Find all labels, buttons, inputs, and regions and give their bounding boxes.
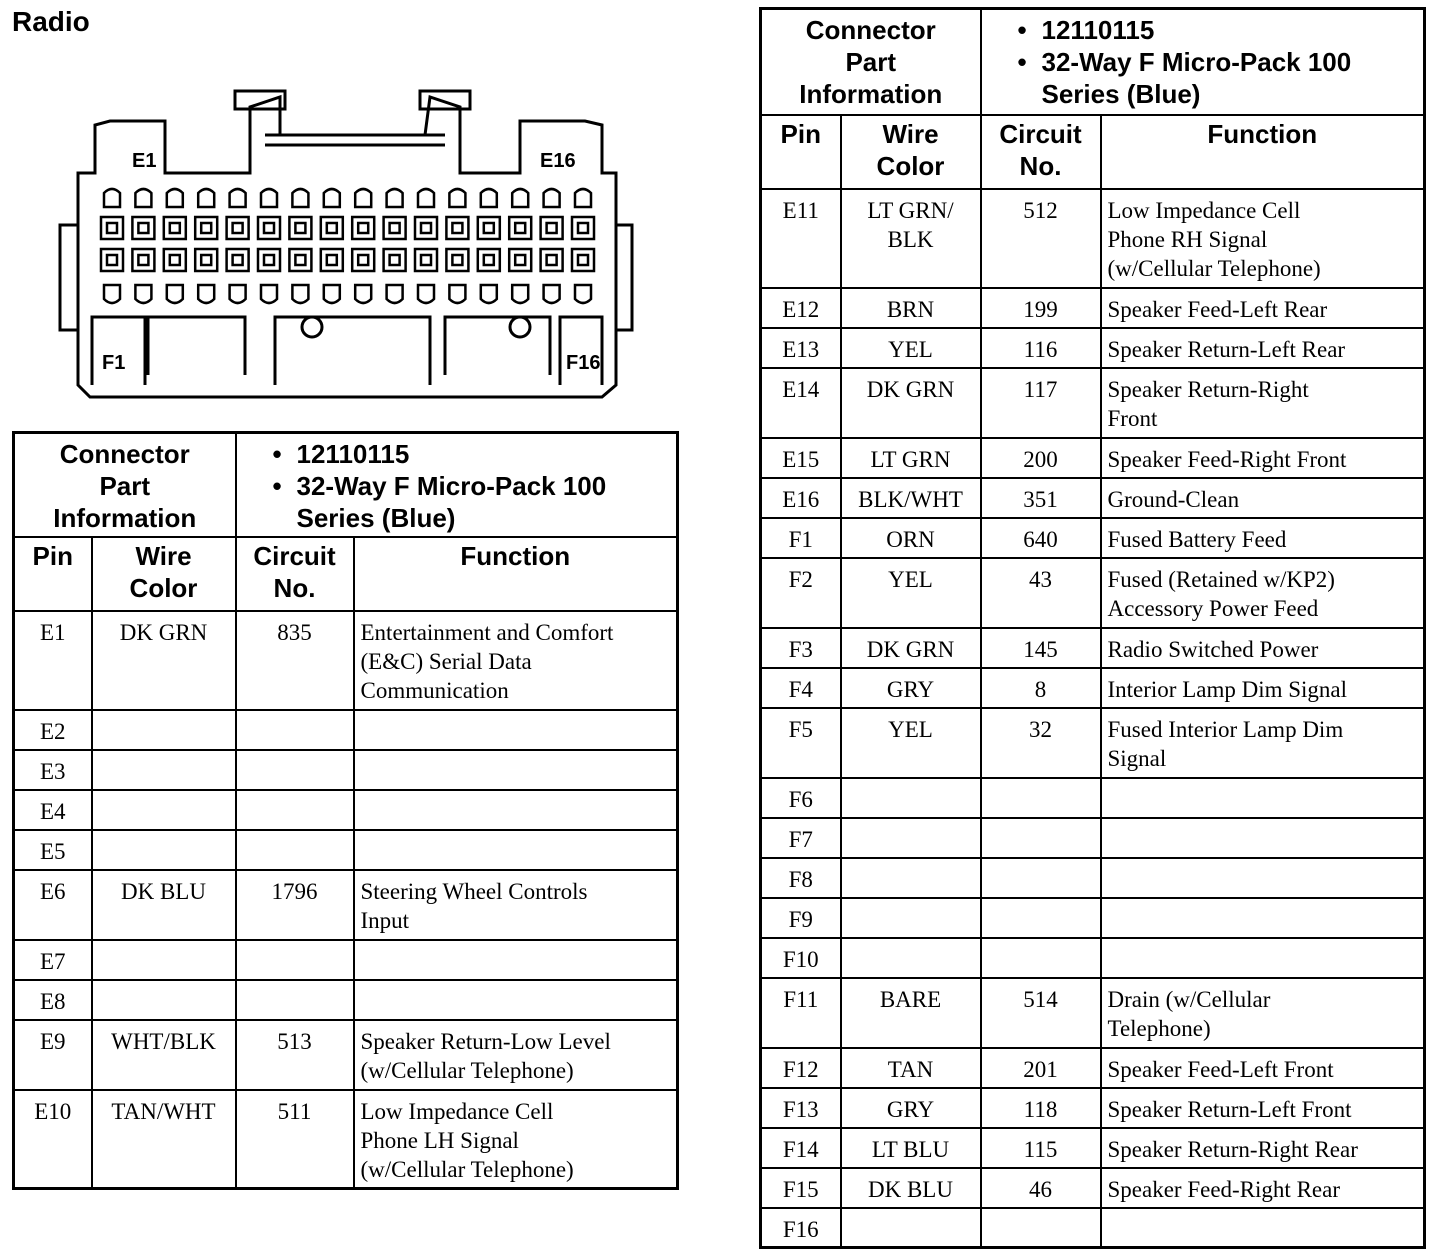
wire-color-cell — [841, 1128, 981, 1168]
circuit-no-cell: 513 — [236, 1020, 354, 1090]
function-cell — [1101, 898, 1425, 938]
function-line: Speaker Feed-Right Rear — [1107, 1176, 1340, 1202]
table-row — [761, 438, 1425, 478]
pin-cell: F9 — [761, 898, 841, 938]
table-row — [761, 1208, 1425, 1248]
circuit-no-cell: 200 — [981, 438, 1101, 478]
table-row — [761, 478, 1425, 518]
function-line: Front — [1107, 405, 1158, 431]
circuit-no-cell — [236, 710, 354, 750]
function-line: Accessory Power Feed — [1107, 595, 1319, 621]
connector-info-value — [236, 433, 678, 537]
pin-cell: E7 — [14, 940, 92, 980]
wire-color-line: TAN/WHT — [111, 1098, 216, 1124]
circuit-no-cell: 640 — [981, 518, 1101, 558]
col-header-circuit-no — [236, 537, 354, 611]
col-header-function: Function — [1101, 115, 1425, 189]
wire-color-cell — [841, 558, 981, 628]
pin-cell: E9 — [14, 1020, 92, 1090]
function-cell — [354, 790, 678, 830]
part-description — [1018, 46, 1424, 110]
wire-color-cell — [841, 368, 981, 438]
wire-color-cell — [841, 708, 981, 778]
function-line: Interior Lamp Dim Signal — [1107, 676, 1348, 702]
function-line: Speaker Return-Left Front — [1107, 1096, 1352, 1122]
column-header-row — [14, 537, 678, 611]
wire-color-cell — [841, 1088, 981, 1128]
table-row — [761, 628, 1425, 668]
pin-cell: E2 — [14, 710, 92, 750]
wire-color-line: DK GRN — [119, 619, 208, 645]
pin-cell: E3 — [14, 750, 92, 790]
circuit-no-cell — [236, 790, 354, 830]
function-cell — [354, 980, 678, 1020]
pinout-table-left-body — [14, 433, 678, 1189]
wire-color-cell — [841, 478, 981, 518]
wire-color-line: DK BLU — [868, 1176, 953, 1202]
connector-label-line: Connector — [59, 439, 190, 469]
function-line: Radio Switched Power — [1107, 636, 1319, 662]
pin-cell: F4 — [761, 668, 841, 708]
wire-color-line: TAN — [887, 1056, 934, 1082]
pin-cell: E13 — [761, 328, 841, 368]
wire-color-line: BLK/WHT — [858, 486, 963, 512]
wire-color-line: LT GRN — [870, 446, 951, 472]
function-line: Speaker Feed-Left Rear — [1107, 296, 1328, 322]
circuit-no-cell — [981, 1208, 1101, 1248]
wire-color-line: GRY — [886, 1096, 935, 1122]
wire-color-line: LT GRN/ — [867, 197, 954, 223]
wire-color-cell — [841, 938, 981, 978]
wire-color-line: BARE — [879, 986, 942, 1012]
table-row — [761, 1128, 1425, 1168]
table-row — [761, 978, 1425, 1048]
wire-color-cell — [92, 870, 236, 940]
pin-cell: F15 — [761, 1168, 841, 1208]
function-line: Phone LH Signal — [360, 1127, 519, 1153]
connector-label-line: Part — [845, 47, 897, 77]
table-row — [761, 1088, 1425, 1128]
col-header-line: Circuit — [999, 118, 1082, 149]
table-row — [761, 189, 1425, 288]
function-cell — [1101, 818, 1425, 858]
function-cell — [1101, 708, 1425, 778]
wire-color-line: YEL — [888, 716, 933, 742]
function-line: Speaker Return-Right Rear — [1107, 1136, 1358, 1162]
table-row — [761, 668, 1425, 708]
function-cell — [1101, 778, 1425, 818]
wire-color-cell — [841, 438, 981, 478]
function-cell — [1101, 668, 1425, 708]
function-line: Input — [360, 907, 410, 933]
part-number: • 12110115 — [273, 438, 677, 470]
part-description-line: Series (Blue) — [1041, 79, 1201, 109]
col-header-line: Circuit — [253, 540, 336, 571]
pin-cell: E6 — [14, 870, 92, 940]
function-line: Low Impedance Cell — [360, 1098, 554, 1124]
pin-cell: F10 — [761, 938, 841, 978]
pin-cell: F8 — [761, 858, 841, 898]
function-cell — [1101, 858, 1425, 898]
circuit-no-cell: 351 — [981, 478, 1101, 518]
circuit-no-cell: 117 — [981, 368, 1101, 438]
connector-info-row — [14, 433, 678, 537]
function-line: Fused Interior Lamp Dim — [1107, 716, 1344, 742]
circuit-no-cell — [981, 858, 1101, 898]
diagram-label-e1: E1 — [132, 150, 157, 172]
wire-color-cell — [841, 668, 981, 708]
circuit-no-cell — [236, 980, 354, 1020]
wire-color-cell — [841, 628, 981, 668]
function-cell — [1101, 1128, 1425, 1168]
pin-cell: E14 — [761, 368, 841, 438]
function-line: Ground-Clean — [1107, 486, 1240, 512]
circuit-no-cell: 835 — [236, 611, 354, 710]
pinout-table-left — [12, 431, 679, 1190]
function-cell — [354, 830, 678, 870]
function-cell — [1101, 1088, 1425, 1128]
diagram-label-e16: E16 — [540, 150, 576, 172]
function-cell — [354, 611, 678, 710]
page-title: Radio — [12, 6, 90, 37]
pin-cell: F12 — [761, 1048, 841, 1088]
function-cell — [354, 1020, 678, 1090]
wire-color-cell — [92, 940, 236, 980]
circuit-no-cell — [236, 830, 354, 870]
function-cell — [354, 870, 678, 940]
function-cell — [354, 750, 678, 790]
wire-color-cell — [92, 710, 236, 750]
function-line: (w/Cellular Telephone) — [360, 1057, 574, 1083]
function-cell — [1101, 628, 1425, 668]
col-header-line: Wire — [882, 118, 939, 149]
wire-color-line: DK GRN — [866, 636, 955, 662]
connector-info-value — [981, 9, 1425, 115]
function-line: Speaker Return-Right — [1107, 376, 1309, 402]
function-cell — [1101, 189, 1425, 288]
wire-color-line: BLK — [887, 226, 934, 252]
wire-color-cell — [92, 750, 236, 790]
pin-cell: F11 — [761, 978, 841, 1048]
function-line: Speaker Return-Left Rear — [1107, 336, 1346, 362]
function-line: Fused Battery Feed — [1107, 526, 1287, 552]
table-row — [761, 858, 1425, 898]
wire-color-cell — [841, 288, 981, 328]
function-cell — [1101, 518, 1425, 558]
wire-color-line: BRN — [886, 296, 935, 322]
function-cell — [1101, 1208, 1425, 1248]
function-cell — [1101, 1168, 1425, 1208]
function-cell — [1101, 368, 1425, 438]
wire-color-cell — [92, 790, 236, 830]
circuit-no-cell: 118 — [981, 1088, 1101, 1128]
wire-color-cell — [841, 978, 981, 1048]
col-header-pin: Pin — [14, 537, 92, 611]
function-line: Low Impedance Cell — [1107, 197, 1301, 223]
column-header-row — [761, 115, 1425, 189]
pin-cell: F2 — [761, 558, 841, 628]
circuit-no-cell: 8 — [981, 668, 1101, 708]
table-row — [14, 870, 678, 940]
table-row — [14, 830, 678, 870]
table-row — [14, 750, 678, 790]
wire-color-cell — [841, 1168, 981, 1208]
connector-label-line: Connector — [805, 15, 936, 45]
part-description-line: 32-Way F Micro-Pack 100 — [296, 471, 607, 501]
function-cell — [1101, 438, 1425, 478]
function-line: (E&C) Serial Data — [360, 648, 532, 674]
wire-color-cell — [92, 980, 236, 1020]
table-row — [14, 710, 678, 750]
connector-info-label — [14, 433, 236, 537]
wire-color-cell — [841, 778, 981, 818]
pin-cell: E11 — [761, 189, 841, 288]
function-cell — [354, 940, 678, 980]
connector-label-line: Part — [99, 471, 151, 501]
wire-color-cell — [841, 328, 981, 368]
pin-cell: F14 — [761, 1128, 841, 1168]
table-row — [14, 940, 678, 980]
part-description-line: 32-Way F Micro-Pack 100 — [1041, 47, 1352, 77]
circuit-no-cell: 43 — [981, 558, 1101, 628]
table-row — [761, 558, 1425, 628]
wire-color-cell — [92, 830, 236, 870]
function-cell — [1101, 558, 1425, 628]
diagram-label-f1: F1 — [102, 352, 126, 374]
table-row — [14, 1090, 678, 1189]
function-line: Phone RH Signal — [1107, 226, 1268, 252]
circuit-no-cell — [236, 940, 354, 980]
wire-color-line: DK GRN — [866, 376, 955, 402]
function-line: Communication — [360, 677, 509, 703]
circuit-no-cell: 115 — [981, 1128, 1101, 1168]
table-row — [761, 518, 1425, 558]
pin-cell: E5 — [14, 830, 92, 870]
circuit-no-cell — [981, 938, 1101, 978]
circuit-no-cell — [981, 898, 1101, 938]
function-cell — [1101, 288, 1425, 328]
table-row — [761, 288, 1425, 328]
connector-info-row — [761, 9, 1425, 115]
wire-color-cell — [841, 189, 981, 288]
circuit-no-cell: 199 — [981, 288, 1101, 328]
col-header-function: Function — [354, 537, 678, 611]
wire-color-line: DK BLU — [121, 878, 206, 904]
pin-cell: E1 — [14, 611, 92, 710]
table-row — [761, 708, 1425, 778]
circuit-no-cell — [236, 750, 354, 790]
col-header-line: Wire — [135, 540, 192, 571]
wire-color-cell — [92, 611, 236, 710]
pin-cell: F5 — [761, 708, 841, 778]
table-row — [761, 938, 1425, 978]
pin-cell: F7 — [761, 818, 841, 858]
pin-cell: F13 — [761, 1088, 841, 1128]
function-cell — [1101, 978, 1425, 1048]
col-header-line: Color — [876, 150, 945, 181]
col-header-wire-color — [92, 537, 236, 611]
circuit-no-cell: 514 — [981, 978, 1101, 1048]
circuit-no-cell — [981, 778, 1101, 818]
circuit-no-cell: 1796 — [236, 870, 354, 940]
wire-color-line: GRY — [886, 676, 935, 702]
pinout-table-right — [759, 7, 1426, 1249]
part-number: • 12110115 — [1018, 14, 1424, 46]
table-row — [761, 898, 1425, 938]
wire-color-cell — [841, 858, 981, 898]
function-cell — [1101, 328, 1425, 368]
circuit-no-cell: 201 — [981, 1048, 1101, 1088]
wire-color-cell — [841, 518, 981, 558]
pin-cell: F6 — [761, 778, 841, 818]
pin-cell: E12 — [761, 288, 841, 328]
wire-color-cell — [841, 1048, 981, 1088]
function-cell — [1101, 478, 1425, 518]
pin-cell: E16 — [761, 478, 841, 518]
function-line: Speaker Feed-Left Front — [1107, 1056, 1334, 1082]
function-line: (w/Cellular Telephone) — [1107, 255, 1321, 281]
function-line: Fused (Retained w/KP2) — [1107, 566, 1335, 592]
wire-color-cell — [92, 1020, 236, 1090]
circuit-no-cell: 512 — [981, 189, 1101, 288]
wire-color-line: WHT/BLK — [111, 1028, 216, 1054]
pin-cell: F3 — [761, 628, 841, 668]
table-row — [761, 328, 1425, 368]
col-header-line: No. — [273, 572, 316, 603]
function-line: Speaker Feed-Right Front — [1107, 446, 1347, 472]
col-header-wire-color — [841, 115, 981, 189]
function-line: Speaker Return-Low Level — [360, 1028, 611, 1054]
circuit-no-cell: 116 — [981, 328, 1101, 368]
pin-cell: F1 — [761, 518, 841, 558]
part-description-line: Series (Blue) — [296, 503, 456, 533]
connector-label-line: Information — [53, 503, 197, 533]
pinout-table-right-body — [761, 9, 1425, 1248]
table-row — [761, 368, 1425, 438]
table-row — [761, 778, 1425, 818]
col-header-pin: Pin — [761, 115, 841, 189]
pin-cell: E10 — [14, 1090, 92, 1189]
wire-color-line: YEL — [888, 566, 933, 592]
table-row — [761, 1048, 1425, 1088]
connector-label-line: Information — [799, 79, 943, 109]
function-cell — [1101, 938, 1425, 978]
pin-cell: E8 — [14, 980, 92, 1020]
function-line: Drain (w/Cellular — [1107, 986, 1271, 1012]
wire-color-cell — [841, 818, 981, 858]
function-cell — [1101, 1048, 1425, 1088]
circuit-no-cell: 32 — [981, 708, 1101, 778]
col-header-circuit-no — [981, 115, 1101, 189]
diagram-label-f16: F16 — [566, 352, 601, 374]
function-line: Entertainment and Comfort — [360, 619, 614, 645]
circuit-no-cell: 511 — [236, 1090, 354, 1189]
col-header-line: No. — [1019, 150, 1062, 181]
pin-cell: E15 — [761, 438, 841, 478]
function-line: Steering Wheel Controls — [360, 878, 588, 904]
table-row — [761, 1168, 1425, 1208]
table-row — [14, 1020, 678, 1090]
wire-color-line: YEL — [888, 336, 933, 362]
wire-color-cell — [92, 1090, 236, 1189]
pin-cell: E4 — [14, 790, 92, 830]
function-line: Telephone) — [1107, 1015, 1211, 1041]
circuit-no-cell: 46 — [981, 1168, 1101, 1208]
table-row — [14, 980, 678, 1020]
circuit-no-cell: 145 — [981, 628, 1101, 668]
connector-diagram — [50, 85, 640, 405]
col-header-line: Color — [129, 572, 198, 603]
wire-color-cell — [841, 1208, 981, 1248]
function-cell — [354, 1090, 678, 1189]
circuit-no-cell — [981, 818, 1101, 858]
wire-color-cell — [841, 898, 981, 938]
function-cell — [354, 710, 678, 750]
connector-info-label — [761, 9, 981, 115]
pin-cell: F16 — [761, 1208, 841, 1248]
wire-color-line: ORN — [886, 526, 935, 552]
wire-color-line: LT BLU — [871, 1136, 950, 1162]
function-line: Signal — [1107, 745, 1167, 771]
table-row — [14, 611, 678, 710]
function-line: (w/Cellular Telephone) — [360, 1156, 574, 1182]
part-description — [273, 470, 677, 534]
table-row — [761, 818, 1425, 858]
table-row — [14, 790, 678, 830]
